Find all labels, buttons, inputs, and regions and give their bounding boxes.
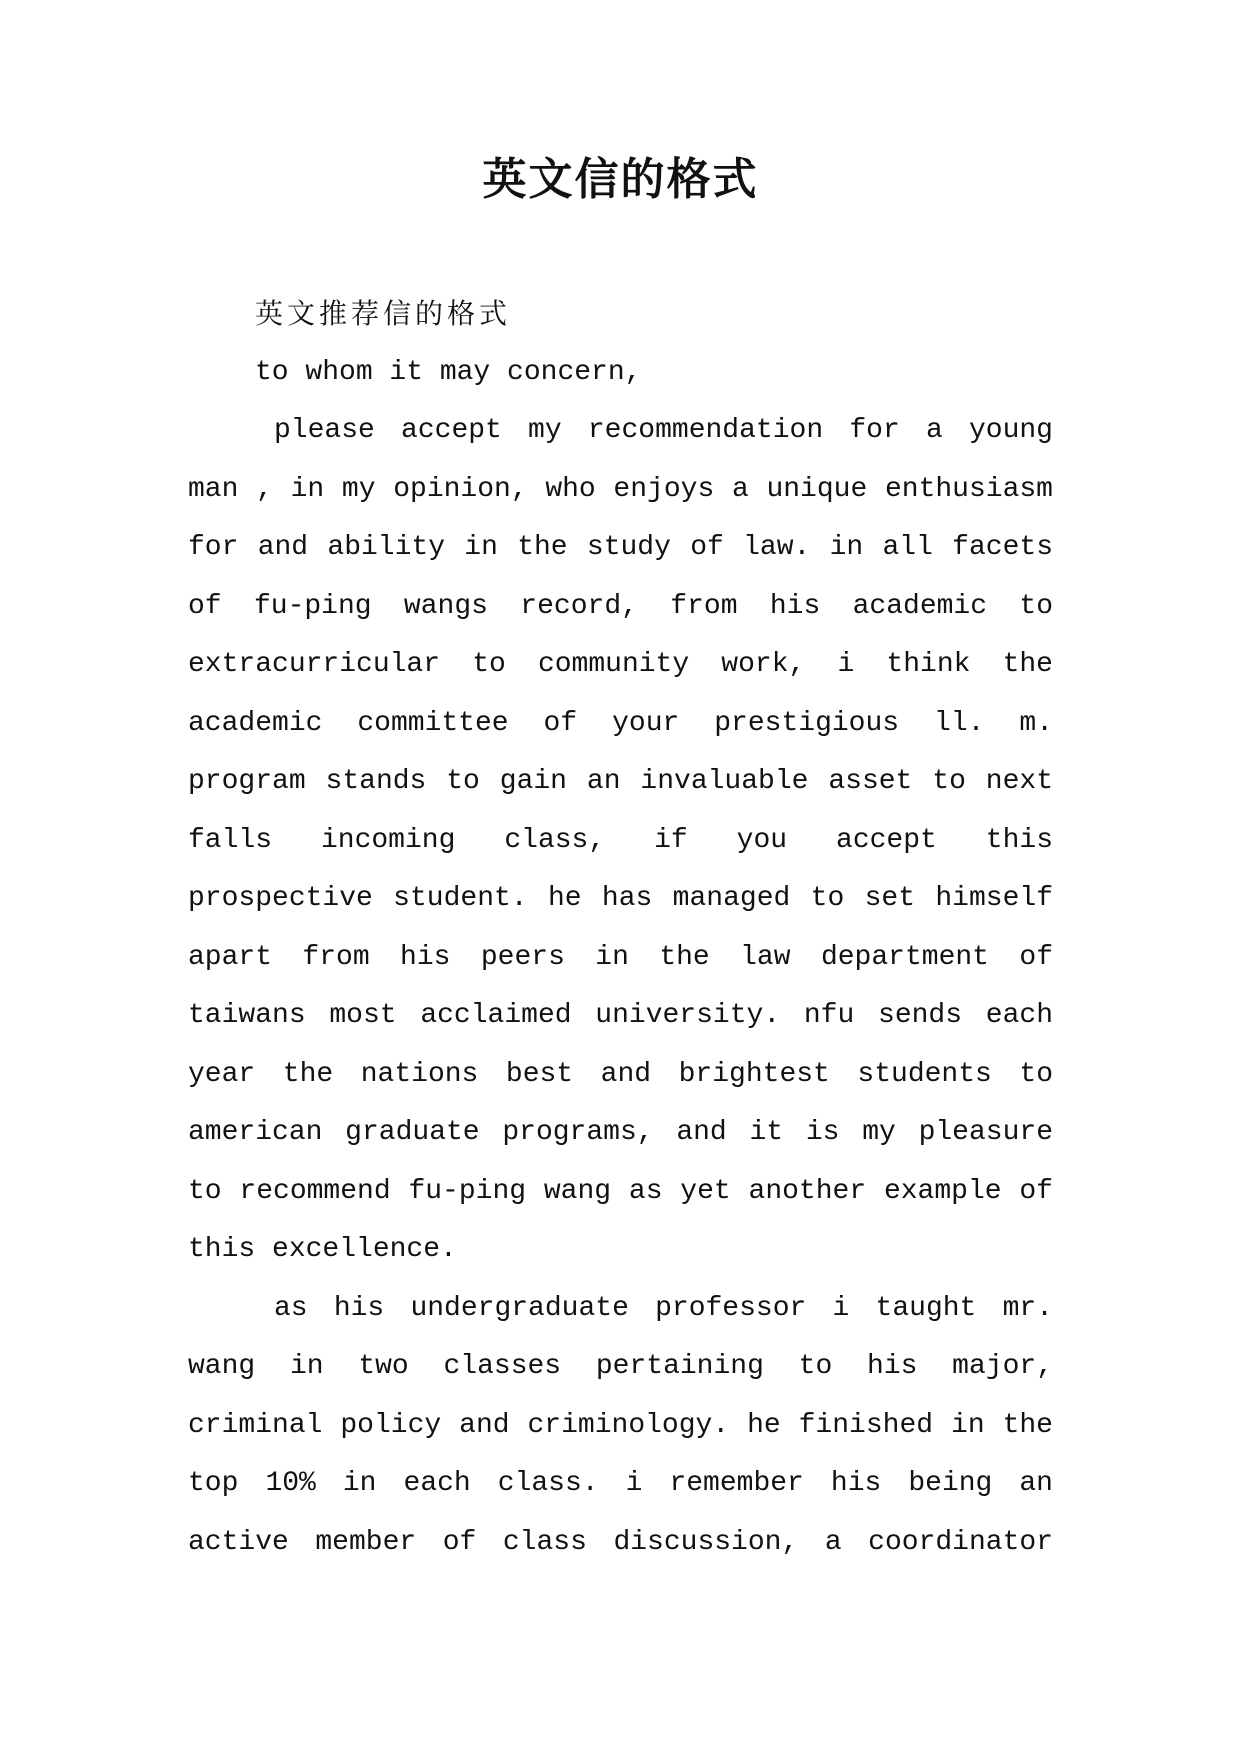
text-line: top 10% in each class. i remember his being an (188, 1468, 1053, 1499)
text-line: as his undergraduate professor i taught mr. (274, 1292, 1053, 1324)
text-line: falls incoming class, if you accept this (188, 824, 1053, 856)
subtitle: 英文推荐信的格式 (255, 297, 512, 330)
text-line: for and ability in the study of law. in all facets (188, 532, 1053, 563)
salutation: to whom it may concern, (255, 356, 642, 388)
text-line: active member of class discussion, a coordinator (188, 1526, 1053, 1558)
text-line: year the nations best and brightest students to (188, 1058, 1053, 1090)
text-line: apart from his peers in the law department of (188, 941, 1053, 973)
text-line: please accept my recommendation for a young (274, 415, 1053, 446)
text-line: to recommend fu-ping wang as yet another example of (188, 1175, 1053, 1207)
document-title: 英文信的格式 (482, 154, 759, 205)
text-line: taiwans most acclaimed university. nfu sends each (188, 1000, 1053, 1031)
text-line: this excellence. (188, 1234, 457, 1265)
text-line: criminal policy and criminology. he finished in the (188, 1409, 1053, 1441)
text-line: prospective student. he has managed to set himself (188, 883, 1053, 914)
text-line: academic committee of your prestigious ll. m. (188, 707, 1053, 739)
text-line: man , in my opinion, who enjoys a unique enthusiasm (188, 473, 1053, 505)
text-line: extracurricular to community work, i think the (188, 649, 1053, 680)
text-line: of fu-ping wangs record, from his academic to (188, 590, 1053, 622)
text-line: program stands to gain an invaluable asset to next (188, 766, 1053, 797)
text-line: wang in two classes pertaining to his major, (188, 1351, 1053, 1382)
text-line: american graduate programs, and it is my pleasure (188, 1117, 1053, 1148)
paragraph-1 (188, 402, 1053, 1280)
document-body (188, 285, 1053, 1572)
paragraph-2 (188, 1280, 1053, 1573)
